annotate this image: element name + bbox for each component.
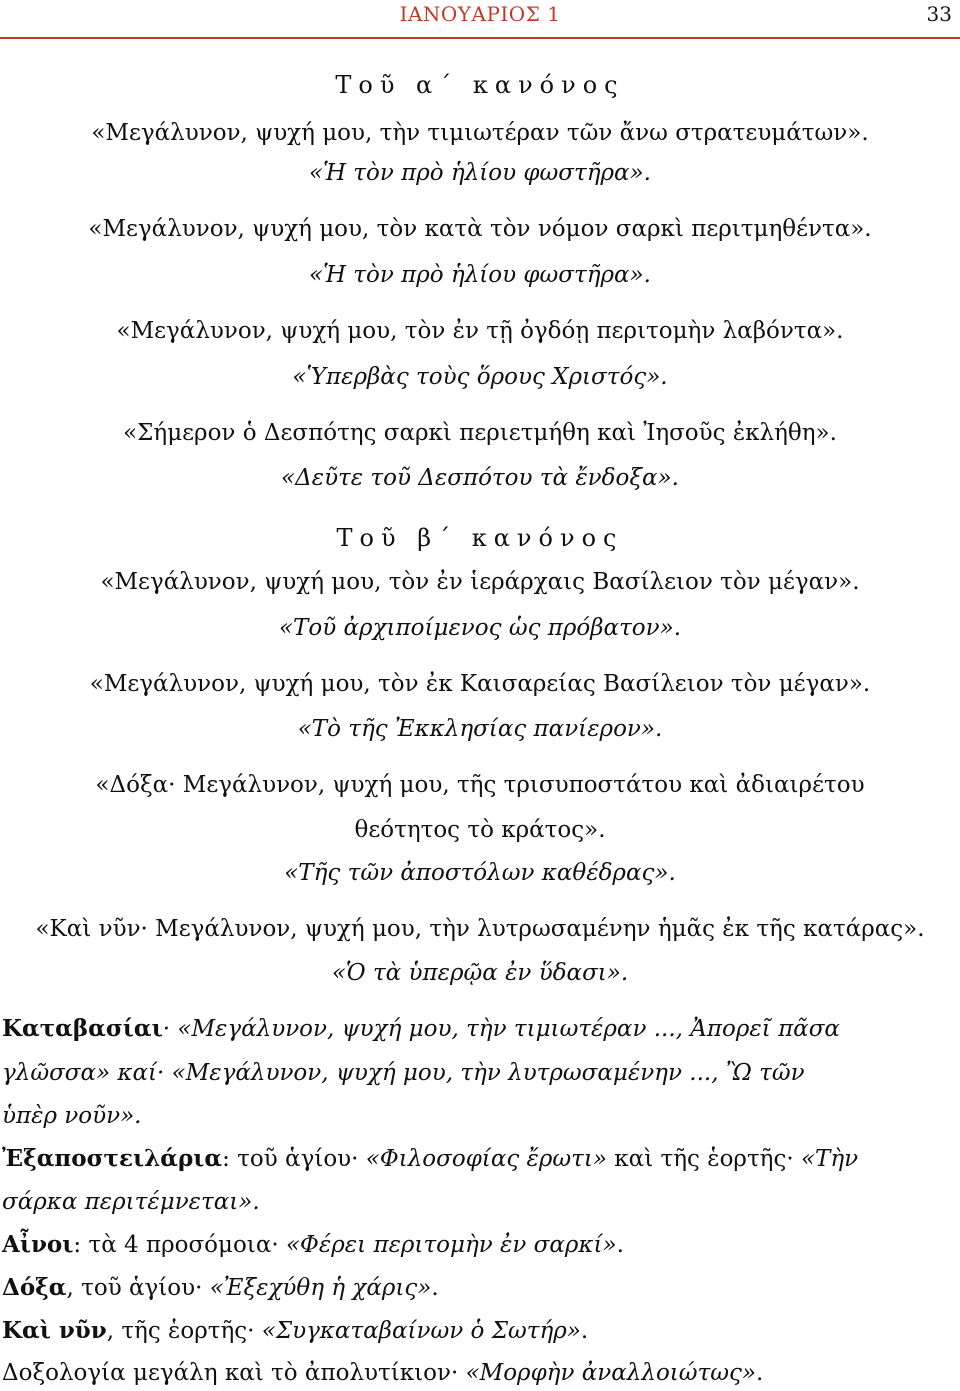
doxa-label: Δόξα — [2, 1274, 67, 1301]
heirmos-line: «Δεῦτε τοῦ Δεσπότου τὰ ἔνδοξα». — [281, 465, 679, 491]
megalynarion-line: «Μεγάλυνον, ψυχή μου, τὸν ἐν τῇ ὀγδόῃ περιτομὴν λαβόντα». — [116, 318, 844, 344]
exapost-text: : τοῦ ἁγίου· «Φιλοσοφίας ἔρωτι» καὶ τῆς ἑορτῆς· «Τὴν — [222, 1146, 859, 1172]
exapost-line2: σάρκα περιτέμνεται». — [2, 1189, 260, 1215]
katavasiai-line1 — [2, 1014, 840, 1044]
exapost-label: Ἐξαποστειλάρια — [2, 1145, 223, 1172]
doxa-text: , τοῦ ἁγίου· «Ἐξεχύθη ἡ χάρις». — [66, 1275, 439, 1301]
heirmos-line: «Τοῦ ἀρχιποίμενος ὡς πρόβατον». — [278, 615, 682, 641]
megalynarion-line: «Μεγάλυνον, ψυχή μου, τὴν τιμιωτέραν τῶν ἄνω στρατευμάτων». — [91, 120, 869, 146]
ainoi-text: : τὰ 4 προσόμοια· «Φέρει περιτομὴν ἐν σαρκί». — [73, 1232, 624, 1258]
katavasiai-line3: ὑπὲρ νοῦν». — [2, 1103, 142, 1129]
kainyn-text: , τῆς ἑορτῆς· «Συγκαταβαίνων ὁ Σωτήρ». — [106, 1318, 589, 1344]
megalynarion-line: «Μεγάλυνον, ψυχή μου, τὸν ἐν ἱεράρχαις Βασίλειον τὸν μέγαν». — [100, 569, 860, 595]
heirmos-line: «Τῆς τῶν ἀποστόλων καθέδρας». — [284, 860, 676, 886]
megalynarion-line: «Μεγάλυνον, ψυχή μου, τὸν ἐκ Καισαρείας Βασίλειον τὸν μέγαν». — [89, 671, 871, 697]
heirmos-line: «Ὑπερβὰς τοὺς ὅρους Χριστός». — [292, 364, 668, 390]
ainoi-line — [2, 1230, 624, 1260]
kainyn-label: Καὶ νῦν — [2, 1317, 107, 1344]
heirmos-line: «Ἡ τὸν πρὸ ἡλίου φωστῆρα». — [309, 160, 651, 186]
doxa-megalynarion: «Δόξα· Μεγάλυνον, ψυχή μου, τῆς τρισυποστάτου καὶ ἀδιαιρέτου — [95, 772, 865, 798]
doxa-line — [2, 1273, 439, 1303]
exapost-line1 — [2, 1144, 858, 1174]
katavasiai-label: Καταβασίαι — [2, 1015, 163, 1042]
heirmos-line: «Ἡ τὸν πρὸ ἡλίου φωστῆρα». — [309, 262, 651, 288]
canon1-heading: Τοῦ α΄ κανόνος — [335, 71, 625, 99]
katavasiai-line2: γλῶσσα» καί· «Μεγάλυνον, ψυχή μου, τὴν λυτρωσαμένην ..., Ὢ τῶν — [2, 1060, 805, 1086]
katavasiai-text: · «Μεγάλυνον, ψυχή μου, τὴν τιμιωτέραν ..., Ἀπορεῖ πᾶσα — [162, 1016, 840, 1042]
megalynarion-line: «Σήμερον ὁ Δεσπότης σαρκὶ περιετμήθη καὶ Ἰησοῦς ἐκλήθη». — [123, 420, 837, 446]
doxa-megalynarion-cont: θεότητος τὸ κράτος». — [354, 817, 606, 843]
header-rule — [0, 37, 960, 39]
kainyn-line — [2, 1316, 588, 1346]
ainoi-label: Αἶνοι — [2, 1231, 74, 1258]
doxologia-line: Δοξολογία μεγάλη καὶ τὸ ἀπολυτίκιον· «Μορφὴν ἀναλλοιώτως». — [2, 1360, 764, 1386]
heirmos-line: «Ὁ τὰ ὑπερῷα ἐν ὕδασι». — [331, 960, 629, 986]
page-number: 33 — [926, 2, 952, 26]
heirmos-line: «Τὸ τῆς Ἐκκλησίας πανίερον». — [297, 716, 663, 742]
page-header — [0, 0, 960, 36]
running-title: ΙΑΝΟΥΑΡΙΟΣ 1 — [399, 2, 561, 26]
megalynarion-line: «Μεγάλυνον, ψυχή μου, τὸν κατὰ τὸν νόμον σαρκὶ περιτμηθέντα». — [88, 216, 872, 242]
kai-nyn-megalynarion: «Καὶ νῦν· Μεγάλυνον, ψυχή μου, τὴν λυτρωσαμένην ἡμᾶς ἐκ τῆς κατάρας». — [35, 916, 925, 942]
canon2-heading: Τοῦ β΄ κανόνος — [336, 524, 624, 552]
